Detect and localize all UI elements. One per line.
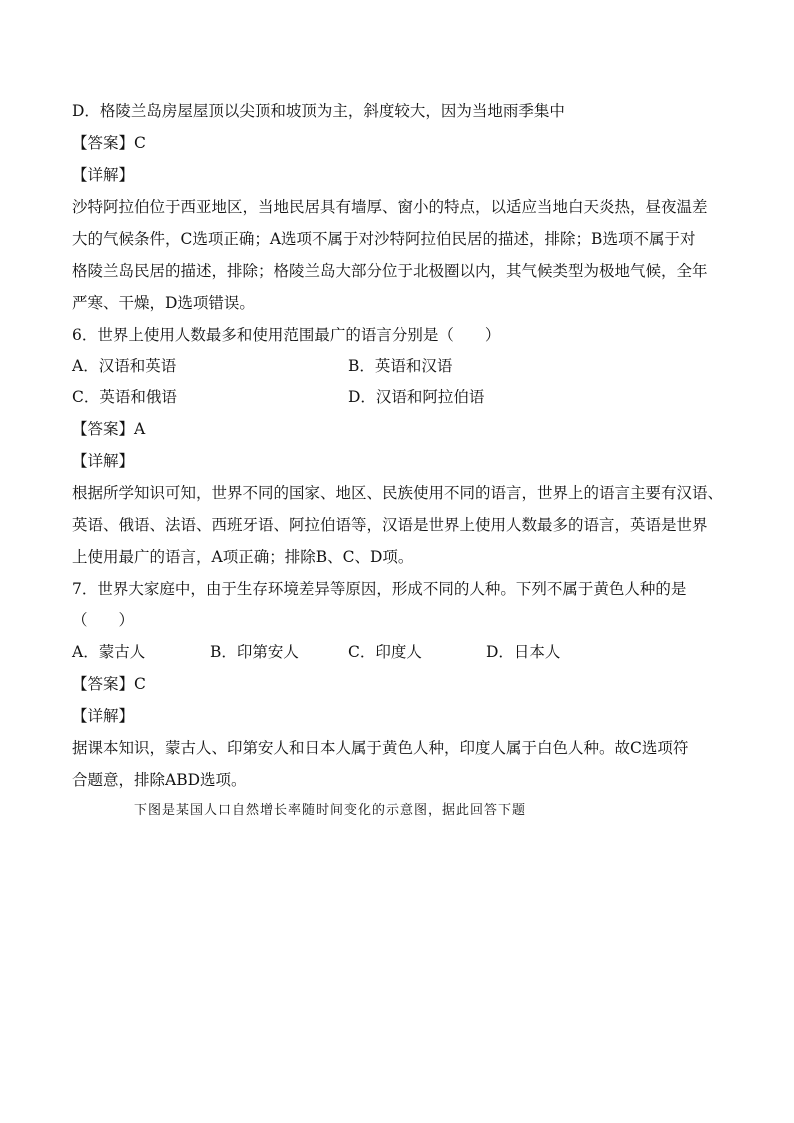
figure-caption: 下图是某国人口自然增长率随时间变化的示意图，据此回答下题 xyxy=(134,803,527,818)
q5-detail-line: 沙特阿拉伯位于西亚地区，当地民居具有墙厚、窗小的特点，以适应当地白天炎热，昼夜温差 xyxy=(72,198,708,216)
q6-detail-line: 根据所学知识可知，世界不同的国家、地区、民族使用不同的语言，世界上的语言主要有汉语、 xyxy=(72,484,724,502)
q5-detail-line: 严寒、干燥，D选项错误。 xyxy=(72,294,255,312)
q6-detail-label: 【详解】 xyxy=(72,452,135,470)
q7-option-a: A．蒙古人 xyxy=(72,643,146,661)
q5-detail-line: 大的气候条件，C选项正确；A选项不属于对沙特阿拉伯民居的描述，排除；B选项不属于对 xyxy=(72,230,696,248)
q6-option-c: C．英语和俄语 xyxy=(72,388,177,406)
q6-stem: 6．世界上使用人数最多和使用范围最广的语言分别是（ ） xyxy=(72,326,501,344)
q7-stem-line: （ ） xyxy=(72,611,135,629)
q5-answer: 【答案】C xyxy=(72,134,146,152)
q7-option-c: C．印度人 xyxy=(348,643,422,661)
q6-answer: 【答案】A xyxy=(72,420,146,438)
q7-detail-line: 合题意，排除ABD选项。 xyxy=(72,771,247,789)
q6-option-a: A．汉语和英语 xyxy=(72,357,177,375)
q7-option-d: D．日本人 xyxy=(486,643,561,661)
q5-detail-label: 【详解】 xyxy=(72,166,135,184)
q7-stem-line: 7．世界大家庭中，由于生存环境差异等原因，形成不同的人种。下列不属于黄色人种的是 xyxy=(72,580,687,598)
q7-detail-line: 据课本知识，蒙古人、印第安人和日本人属于黄色人种，印度人属于白色人种。故C选项符 xyxy=(72,739,689,757)
q7-option-b: B．印第安人 xyxy=(210,643,299,661)
q5-option-d: D．格陵兰岛房屋屋顶以尖顶和坡顶为主，斜度较大，因为当地雨季集中 xyxy=(72,102,565,120)
q6-option-b: B．英语和汉语 xyxy=(348,357,453,375)
q5-detail-line: 格陵兰岛民居的描述，排除；格陵兰岛大部分位于北极圈以内，其气候类型为极地气候，全年 xyxy=(72,262,708,280)
q6-detail-line: 英语、俄语、法语、西班牙语、阿拉伯语等，汉语是世界上使用人数最多的语言，英语是世界 xyxy=(72,516,708,534)
q7-answer: 【答案】C xyxy=(72,675,146,693)
q6-detail-line: 上使用最广的语言，A项正确；排除B、C、D项。 xyxy=(72,548,414,566)
q6-option-d: D．汉语和阿拉伯语 xyxy=(348,388,485,406)
q7-detail-label: 【详解】 xyxy=(72,707,135,725)
